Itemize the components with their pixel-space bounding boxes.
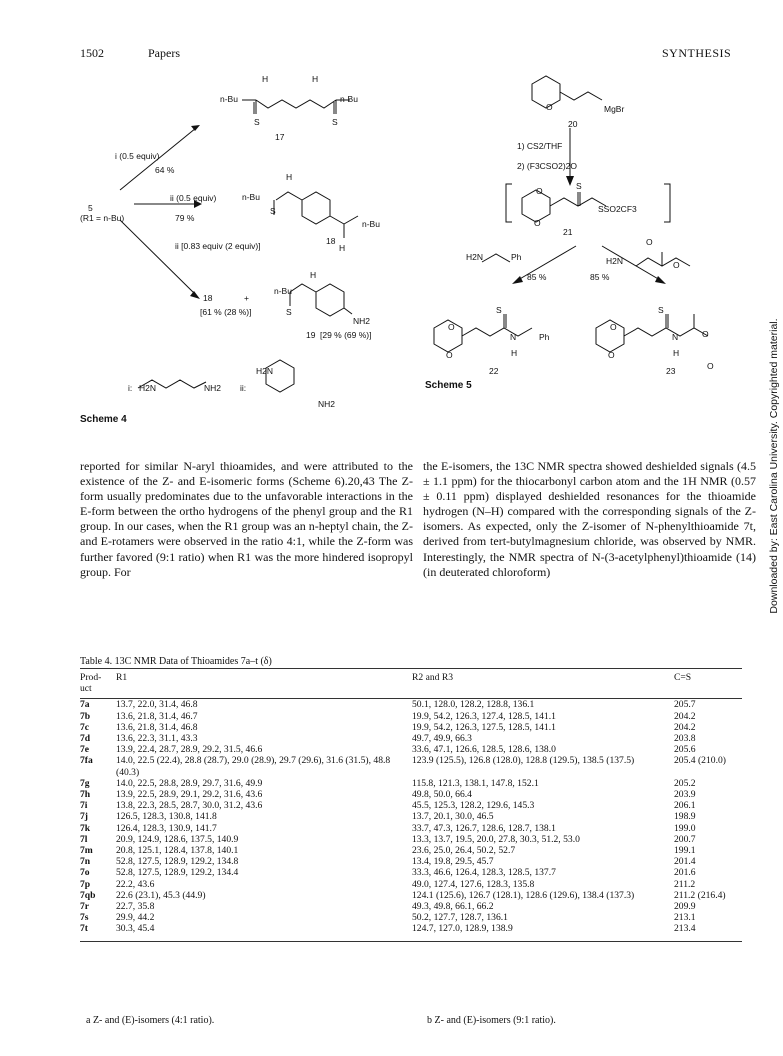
cell-r1: 52.8, 127.5, 128.9, 129.2, 134.4	[116, 867, 239, 879]
cell-r2-r3: 45.5, 125.3, 128.2, 129.6, 145.3	[412, 800, 535, 812]
scheme-4-title: Scheme 4	[80, 414, 127, 425]
label-o: O	[536, 186, 543, 196]
cell-cs: 198.9	[674, 811, 696, 823]
cell-cs: 205.7	[674, 699, 696, 711]
col-header-r1: R1	[116, 672, 128, 683]
download-notice	[769, 240, 781, 690]
reagent-i-label: i (0.5 equiv)	[115, 151, 160, 161]
cell-product: 7d	[80, 733, 91, 745]
cell-product: 7fa	[80, 755, 93, 767]
cell-cs: 213.4	[674, 923, 696, 935]
label-o: O	[446, 350, 453, 360]
label-o: O	[707, 361, 714, 371]
label-s: S	[496, 305, 502, 315]
label-o: O	[673, 260, 680, 270]
cell-product: 7h	[80, 789, 91, 801]
label-s: S	[332, 117, 338, 127]
section-name: Papers	[148, 46, 180, 60]
cell-cs: 211.2 (216.4)	[674, 889, 726, 901]
cell-product: 7m	[80, 845, 93, 857]
label-s: S	[270, 206, 276, 216]
cell-cs: 200.7	[674, 833, 696, 845]
cell-r2-r3: 123.9 (125.5), 126.8 (128.0), 128.8 (129.5), 138.5 (137.5)	[412, 755, 635, 767]
label-nh2: NH2	[318, 399, 336, 409]
table-header-row	[80, 669, 742, 699]
table-row	[80, 879, 742, 890]
yield-23: 85 %	[590, 272, 610, 282]
cell-r2-r3: 124.7, 127.0, 128.9, 138.9	[412, 923, 513, 935]
cell-r2-r3: 13.7, 20.1, 30.0, 46.5	[412, 811, 494, 823]
col-header-cs: C=S	[674, 672, 692, 683]
yield-22: 85 %	[527, 272, 547, 282]
cell-cs: 201.4	[674, 856, 696, 868]
reagent-i-key: i:	[128, 383, 133, 393]
label-o: O	[448, 322, 455, 332]
label-o: O	[610, 322, 617, 332]
compound-21-label: 21	[563, 227, 573, 237]
label-s: S	[658, 305, 664, 315]
label-nbu: n-Bu	[340, 94, 358, 104]
cell-r2-r3: 13.4, 19.8, 29.5, 45.7	[412, 856, 494, 868]
download-notice-text: Downloaded by: East Carolina University. Copyrighted material.	[768, 318, 780, 614]
cell-product: 7c	[80, 721, 90, 733]
cell-product: 7j	[80, 811, 88, 823]
table-row	[80, 699, 742, 711]
cell-r1: 22.7, 35.8	[116, 901, 155, 913]
scheme-5-title: Scheme 5	[425, 380, 472, 391]
reagent-ii-key: ii:	[240, 383, 247, 393]
cell-r2-r3: 49.3, 49.8, 66.1, 66.2	[412, 901, 494, 913]
reagent-ii-bottom-label: ii [0.83 equiv (2 equiv)]	[175, 241, 261, 251]
label-mgbr: MgBr	[604, 104, 625, 114]
label-s: S	[254, 117, 260, 127]
label-h: H	[339, 243, 346, 253]
table-caption: Table 4. 13C NMR Data of Thioamides 7a–t (δ)	[80, 656, 272, 667]
col-header-r2-r3: R2 and R3	[412, 672, 454, 683]
cell-r1: 13.6, 21.8, 31.4, 46.7	[116, 710, 198, 722]
cell-product: 7n	[80, 856, 91, 868]
cell-r1: 22.6 (23.1), 45.3 (44.9)	[116, 889, 206, 901]
cell-cs: 206.1	[674, 800, 696, 812]
cell-cs: 205.4 (210.0)	[674, 755, 726, 767]
body-text-left	[80, 459, 413, 580]
cell-product: 7p	[80, 878, 91, 890]
cell-cs: 205.2	[674, 777, 696, 789]
yield-17: 64 %	[155, 165, 175, 175]
cell-product: 7qb	[80, 889, 96, 901]
start-5-label: 5	[88, 203, 93, 213]
label-o: O	[534, 218, 541, 228]
cell-r2-r3: 19.9, 54.2, 126.3, 127.4, 128.5, 141.1	[412, 710, 556, 722]
cell-r2-r3: 33.7, 47.3, 126.7, 128.6, 128.7, 138.1	[412, 822, 556, 834]
cell-r1: 13.6, 22.3, 31.1, 43.3	[116, 733, 198, 745]
label-ph: Ph	[539, 332, 550, 342]
table-row	[80, 744, 742, 755]
table-row	[80, 923, 742, 941]
label-nbu: n-Bu	[362, 219, 380, 229]
cell-r2-r3: 23.6, 25.0, 26.4, 50.2, 52.7	[412, 845, 516, 857]
compound-23-label: 23	[666, 366, 676, 376]
label-h2n: H2N	[466, 252, 484, 262]
cell-r1: 14.0, 22.5, 28.8, 28.9, 29.7, 31.6, 49.9	[116, 777, 263, 789]
label-nh2: NH2	[353, 316, 371, 326]
label-h2n: H2N	[256, 366, 274, 376]
label-s: S	[576, 181, 582, 191]
cell-product: 7o	[80, 867, 90, 879]
cell-cs: 201.6	[674, 867, 696, 879]
compound-22-label: 22	[489, 366, 499, 376]
cell-cs: 211.2	[674, 878, 696, 890]
cell-cs: 209.9	[674, 901, 696, 913]
reagent-ii-label: ii (0.5 equiv)	[170, 193, 217, 203]
label-h2n: H2N	[606, 256, 624, 266]
table-row	[80, 856, 742, 867]
table-row	[80, 912, 742, 923]
cell-r1: 14.0, 22.5 (22.4), 28.8 (28.7), 29.0 (28.9), 29.7 (29.6), 31.6 (31.5), 48.8 (40.3)	[116, 755, 391, 778]
col-header-product: Prod- uct	[80, 672, 102, 695]
compound-18-label: 18	[203, 293, 213, 303]
step-2: 2) (F3CSO2)2O	[517, 161, 577, 171]
cell-r1: 52.8, 127.5, 128.9, 129.2, 134.8	[116, 856, 239, 868]
table-row	[80, 789, 742, 800]
table-row	[80, 811, 742, 822]
yield-18: 79 %	[175, 213, 195, 223]
label-nh2: NH2	[204, 383, 222, 393]
cell-cs: 213.1	[674, 912, 696, 924]
table-row	[80, 834, 742, 845]
cell-r2-r3: 50.1, 128.0, 128.2, 128.8, 136.1	[412, 699, 535, 711]
cell-cs: 199.1	[674, 845, 696, 857]
label-n: N	[510, 332, 517, 342]
yield-18-bottom: [61 % (28 %)]	[200, 307, 252, 317]
table-row	[80, 711, 742, 722]
table-row	[80, 722, 742, 733]
cell-r2-r3: 49.8, 50.0, 66.4	[412, 789, 472, 801]
label-o: O	[702, 329, 709, 339]
cell-r1: 30.3, 45.4	[116, 923, 155, 935]
cell-r1: 13.6, 21.8, 31.4, 46.8	[116, 721, 198, 733]
cell-product: 7a	[80, 699, 90, 711]
label-o: O	[608, 350, 615, 360]
start-5-sub: (R1 = n-Bu)	[80, 213, 125, 223]
cell-r2-r3: 33.6, 47.1, 126.6, 128.5, 128.6, 138.0	[412, 744, 556, 756]
cell-cs: 203.8	[674, 733, 696, 745]
cell-product: 7e	[80, 744, 90, 756]
cell-r1: 22.2, 43.6	[116, 878, 155, 890]
compound-19-label: 19	[306, 330, 316, 340]
label-s: S	[286, 307, 292, 317]
table-row	[80, 867, 742, 878]
cell-product: 7i	[80, 800, 88, 812]
cell-product: 7l	[80, 833, 88, 845]
table-row	[80, 755, 742, 777]
cell-product: 7b	[80, 710, 91, 722]
label-h: H	[310, 270, 317, 280]
cell-cs: 204.2	[674, 721, 696, 733]
scheme-5-drawing	[420, 70, 750, 380]
compound-20-label: 20	[568, 119, 578, 129]
cell-r1: 29.9, 44.2	[116, 912, 155, 924]
cell-cs: 199.0	[674, 822, 696, 834]
table-row	[80, 733, 742, 744]
compound-18-label: 18	[326, 236, 336, 246]
cell-r2-r3: 115.8, 121.3, 138.1, 147.8, 152.1	[412, 777, 539, 789]
paragraph: the E-isomers, the 13C NMR spectra showed deshielded signals (4.5 ± 1.1 ppm) for the thiocarbonyl carbon atom and the 1H NMR (0.57 ± 0.11 ppm) displayed deshielded resonances for the thioamide hydrogen (N–H) compared with the corresponding signals of the Z-isomers. As expected, only the Z-isomer of N-phenylthioamide 7t, derived from tert-butylmagnesium chloride, was observed by NMR. Interestingly, the NMR spectra of N-(3-acetylphenyl)thioamide (14) (in deuterated chloroform)	[423, 459, 756, 579]
plus-sign: +	[244, 293, 249, 303]
cell-cs: 205.6	[674, 744, 696, 756]
label-nbu: n-Bu	[220, 94, 238, 104]
cell-r1: 20.9, 124.9, 128.6, 137.5, 140.9	[116, 833, 239, 845]
table-row	[80, 845, 742, 856]
cell-r2-r3: 49.0, 127.4, 127.6, 128.3, 135.8	[412, 878, 535, 890]
table-row	[80, 823, 742, 834]
label-h: H	[511, 348, 518, 358]
cell-r1: 126.5, 128.3, 130.8, 141.8	[116, 811, 217, 823]
cell-r2-r3: 13.3, 13.7, 19.5, 20.0, 27.8, 30.3, 51.2, 53.0	[412, 833, 580, 845]
cell-cs: 204.2	[674, 710, 696, 722]
label-o: O	[546, 102, 553, 112]
yield-19: [29 % (69 %)]	[320, 330, 372, 340]
cell-product: 7t	[80, 923, 88, 935]
table-row	[80, 800, 742, 811]
scheme-4-drawing	[80, 70, 420, 400]
label-sso2cf3: SSO2CF3	[598, 204, 637, 214]
cell-r2-r3: 19.9, 54.2, 126.3, 127.5, 128.5, 141.1	[412, 721, 556, 733]
body-text-right	[423, 459, 756, 580]
table-row	[80, 778, 742, 789]
label-n: N	[672, 332, 679, 342]
cell-product: 7s	[80, 912, 89, 924]
label-h2n: H2N	[139, 383, 157, 393]
cell-r2-r3: 50.2, 127.7, 128.7, 136.1	[412, 912, 508, 924]
cell-r2-r3: 124.1 (125.6), 126.7 (128.1), 128.6 (129.6), 138.4 (137.3)	[412, 889, 635, 901]
cell-r1: 13.9, 22.5, 28.9, 29.1, 29.2, 31.6, 43.6	[116, 789, 263, 801]
cell-product: 7k	[80, 822, 91, 834]
step-1: 1) CS2/THF	[517, 141, 563, 151]
label-h: H	[312, 74, 319, 84]
cell-r1: 126.4, 128.3, 130.9, 141.7	[116, 822, 217, 834]
journal-name: SYNTHESIS	[662, 46, 732, 60]
cell-cs: 203.9	[674, 789, 696, 801]
cell-r1: 13.7, 22.0, 31.4, 46.8	[116, 699, 198, 711]
cell-r1: 13.8, 22.3, 28.5, 28.7, 30.0, 31.2, 43.6	[116, 800, 263, 812]
nmr-table	[80, 668, 742, 942]
compound-17-label: 17	[275, 132, 285, 142]
cell-r2-r3: 33.3, 46.6, 126.4, 128.3, 128.5, 137.7	[412, 867, 556, 879]
footnote-b: b Z- and (E)-isomers (9:1 ratio).	[427, 1015, 556, 1026]
cell-product: 7r	[80, 901, 90, 913]
footnote-a: a Z- and (E)-isomers (4:1 ratio).	[86, 1015, 215, 1026]
cell-product: 7g	[80, 777, 90, 789]
cell-r1: 13.9, 22.4, 28.7, 28.9, 29.2, 31.5, 46.6	[116, 744, 263, 756]
table-body	[80, 699, 742, 941]
label-nbu: n-Bu	[242, 192, 260, 202]
label-h: H	[286, 172, 293, 182]
label-o: O	[646, 237, 653, 247]
amine-left-ph: Ph	[511, 252, 522, 262]
page-number: 1502	[80, 46, 104, 60]
table-row	[80, 890, 742, 901]
label-h: H	[262, 74, 269, 84]
label-nbu: n-Bu	[274, 286, 292, 296]
table-row	[80, 901, 742, 912]
cell-r2-r3: 49.7, 49.9, 66.3	[412, 733, 472, 745]
label-h: H	[673, 348, 680, 358]
cell-r1: 20.8, 125.1, 128.4, 137.8, 140.1	[116, 845, 239, 857]
paragraph: reported for similar N-aryl thioamides, and were attributed to the existence of the Z- and E-isomeric forms (Scheme 6).20,43 The Z-form usually predominates due to the unfavorable interactions in the E-form between the ortho hydrogens of the phenyl group and the R1 group. In our cases, when the R1 group was an n-heptyl chain, the Z- and E-rotamers were observed in the ratio 4:1, while the Z-form was further favored (9:1 ratio) when R1 was the more hindered isopropyl group. For	[80, 459, 413, 579]
